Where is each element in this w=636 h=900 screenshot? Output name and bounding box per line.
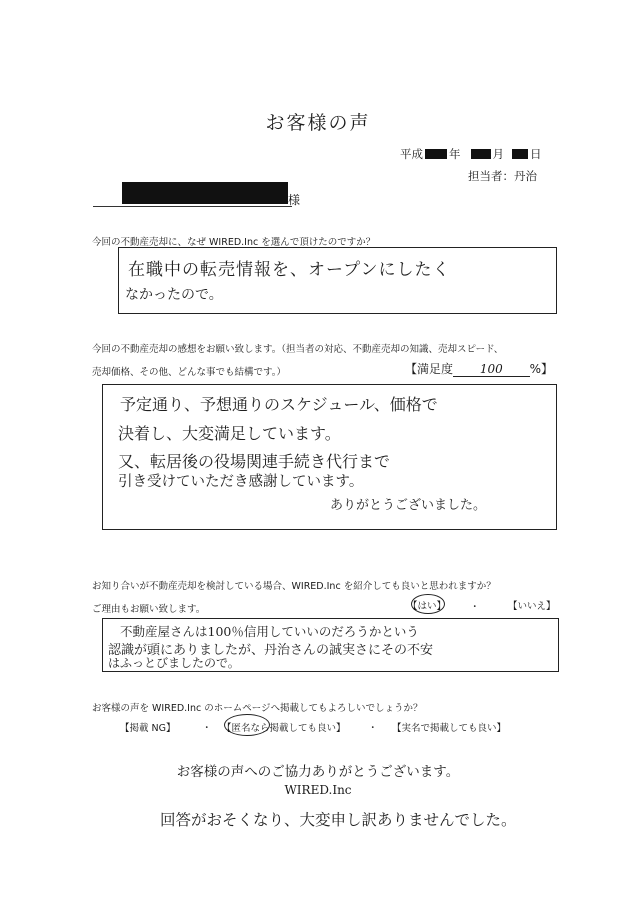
satisfaction-unit: %】 (529, 362, 553, 376)
option-publish-anonymous[interactable]: 【匿名なら掲載しても良い】 (222, 723, 346, 734)
answer-1-line-1: 在職中の転売情報を、オープンにしたく (128, 260, 451, 280)
answer-2-line-5: ありがとうございました。 (330, 498, 487, 513)
option-yes[interactable]: 【はい】 (408, 601, 447, 612)
answer-2-line-4: 引き受けていただき感謝しています。 (118, 474, 364, 490)
option-publish-real-name[interactable]: 【実名で掲載しても良い】 (392, 723, 507, 734)
answer-1-line-2: なかったので。 (125, 287, 223, 303)
question-2-line-2: 売却価格、その他、どんな事でも結構です。） (92, 367, 286, 378)
question-4: お客様の声を WIRED.Inc のホームページへ掲載してもよろしいでしょうか？ (92, 703, 423, 714)
answer-2-line-3: 又、転居後の役場関連手続き代行まで (118, 452, 391, 471)
answer-3-line-1: 不動産屋さんは100％信用していいのだろうかという (120, 624, 419, 639)
question-1: 今回の不動産売却に、なぜ WIRED.Inc を選んで頂けたのですか？ (92, 237, 376, 248)
question-3-line-1: お知り合いが不動産売却を検討している場合、WIRED.Inc を紹介しても良いと思われますか？ (92, 581, 496, 592)
satisfaction-label: 【満足度 (405, 362, 454, 376)
handwritten-apology: 回答がおそくなり、大変申し訳ありませんでした。 (160, 811, 517, 829)
staff-name: 担当者：丹治 (468, 169, 537, 183)
answer-2-line-2: 決着し、大変満足しています。 (118, 424, 341, 443)
company-name: WIRED.Inc (284, 783, 352, 797)
date-month-unit: 月 (492, 147, 504, 161)
redacted-year (425, 149, 447, 159)
option-publish-ng[interactable]: 【掲載 NG】 (120, 723, 176, 734)
option-no[interactable]: 【いいえ】 (508, 601, 556, 612)
answer-2-line-1: 予定通り、予想通りのスケジュール、価格で (120, 395, 438, 414)
satisfaction-value: 100 (453, 362, 530, 377)
satisfaction-field (405, 360, 553, 377)
option-separator-2: ・ (368, 723, 378, 734)
question-3-line-2: ご理由もお願い致します。 (92, 604, 206, 615)
thanks-message: お客様の声へのご協力ありがとうございます。 (176, 764, 460, 780)
option-separator: ・ (470, 602, 480, 613)
option-separator-1: ・ (202, 723, 212, 734)
redacted-month (471, 149, 491, 159)
redacted-day (512, 149, 528, 159)
page-title: お客様の声 (265, 112, 371, 134)
client-name-underline (93, 206, 292, 207)
date-era: 平成 (400, 147, 423, 161)
redacted-client-name (122, 182, 288, 204)
answer-3-line-2: 認識が頭にありましたが、丹治さんの誠実さにその不安 (108, 643, 434, 658)
date-year-unit: 年 (449, 147, 461, 161)
question-2-line-1: 今回の不動産売却の感想をお願い致します。（担当者の対応、不動産売却の知識、売却スピード、 (92, 344, 504, 355)
client-suffix: 様 (288, 193, 301, 207)
answer-3-line-3: はふっとびましたので。 (108, 656, 240, 670)
date-line (400, 146, 542, 162)
date-day-unit: 日 (530, 147, 542, 161)
